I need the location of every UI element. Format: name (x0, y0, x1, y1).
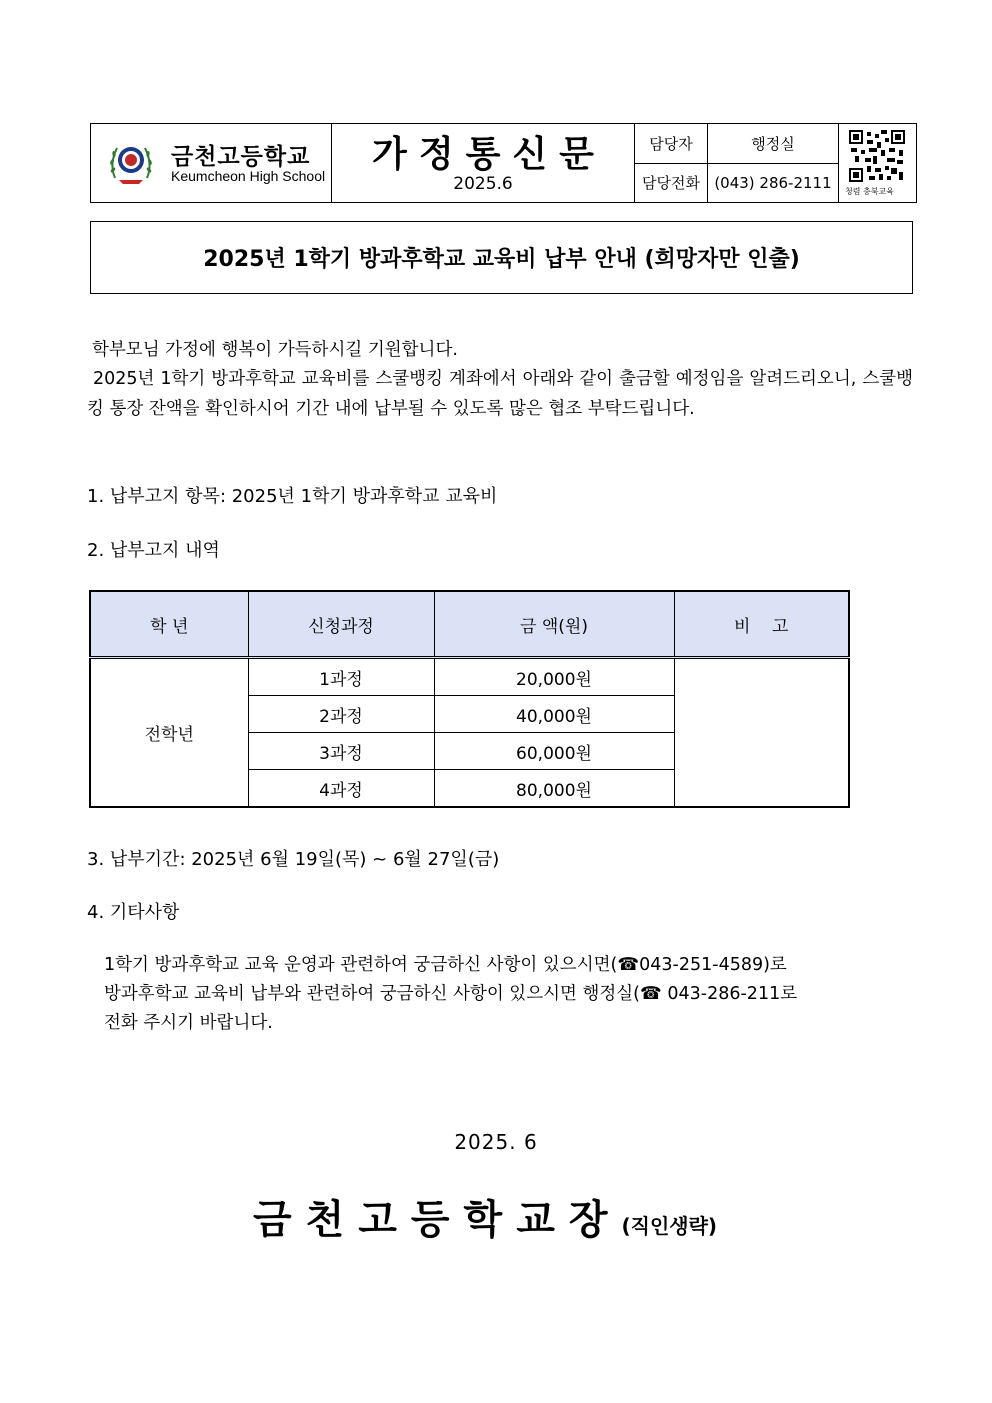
notice-title: 2025년 1학기 방과후학교 교육비 납부 안내 (희망자만 인출) (90, 221, 913, 294)
title-cell (332, 124, 635, 203)
principal-name: 금천고등학교장 (253, 1197, 622, 1243)
school-name: 금천고등학교 (171, 144, 311, 170)
manager-value: 행정실 (708, 124, 839, 164)
etc-line-3: 전화 주시기 바랍니다. (104, 1013, 273, 1033)
course-cell: 1과정 (248, 658, 434, 696)
remark-cell (674, 658, 849, 808)
amount-cell: 40,000원 (434, 696, 674, 733)
amount-cell: 80,000원 (434, 770, 674, 808)
etc-line-2: 방과후학교 교육비 납부와 관련하여 궁금하신 사항이 있으시면 행정실(☎ 043-286-211로 (104, 984, 798, 1004)
column-header-course: 신청과정 (248, 591, 434, 658)
document-date: 2025.6 (453, 174, 513, 194)
seal-note: (직인생략) (621, 1214, 718, 1238)
column-header-remark: 비 고 (674, 591, 849, 658)
course-cell: 4과정 (248, 770, 434, 808)
column-header-amount: 금 액(원) (434, 591, 674, 658)
amount-cell: 60,000원 (434, 733, 674, 770)
course-cell: 3과정 (248, 733, 434, 770)
etc-paragraph (104, 951, 912, 1038)
document-header (90, 123, 917, 203)
greeting-text: 학부모님 가정에 행복이 가득하시길 기원합니다. (92, 340, 458, 360)
course-cell: 2과정 (248, 696, 434, 733)
qr-cell (839, 124, 917, 203)
section-2: 2. 납부고지 내역 (87, 540, 220, 561)
school-name-english: Keumcheon High School (171, 168, 326, 184)
manager-label: 담당자 (635, 124, 708, 164)
etc-line-1: 1학기 방과후학교 교육 운영과 관련하여 궁금하신 사항이 있으시면(☎043-251-4589)로 (104, 955, 787, 975)
intro-paragraph (87, 364, 913, 424)
phone-label: 담당전화 (635, 163, 708, 203)
amount-cell: 20,000원 (434, 658, 674, 696)
principal-signature (253, 1188, 717, 1245)
fee-table (89, 590, 850, 808)
closing-date: 2025. 6 (454, 1130, 538, 1154)
qr-caption: 청렴 충북교육 (845, 187, 894, 196)
section-3: 3. 납부기간: 2025년 6월 19일(목) ~ 6월 27일(금) (87, 849, 500, 870)
grade-cell: 전학년 (90, 658, 248, 808)
intro-text: 2025년 1학기 방과후학교 교육비를 스쿨뱅킹 계좌에서 아래와 같이 출금할 예정임을 알려드리오니, 스쿨뱅킹 통장 잔액을 확인하시어 기간 내에 납부될 수 있도록 많은 협조 부탁드립니다. (87, 369, 913, 419)
section-1: 1. 납부고지 항목: 2025년 1학기 방과후학교 교육비 (87, 486, 498, 507)
section-4: 4. 기타사항 (87, 902, 180, 923)
document-title: 가정통신문 (372, 134, 606, 175)
table-header-row (90, 591, 849, 658)
school-info-cell (91, 124, 332, 203)
column-header-grade: 학 년 (90, 591, 248, 658)
school-emblem-icon (105, 136, 157, 188)
qr-code-icon (849, 130, 905, 182)
table-row (90, 658, 849, 696)
phone-value: (043) 286-2111 (708, 163, 839, 203)
